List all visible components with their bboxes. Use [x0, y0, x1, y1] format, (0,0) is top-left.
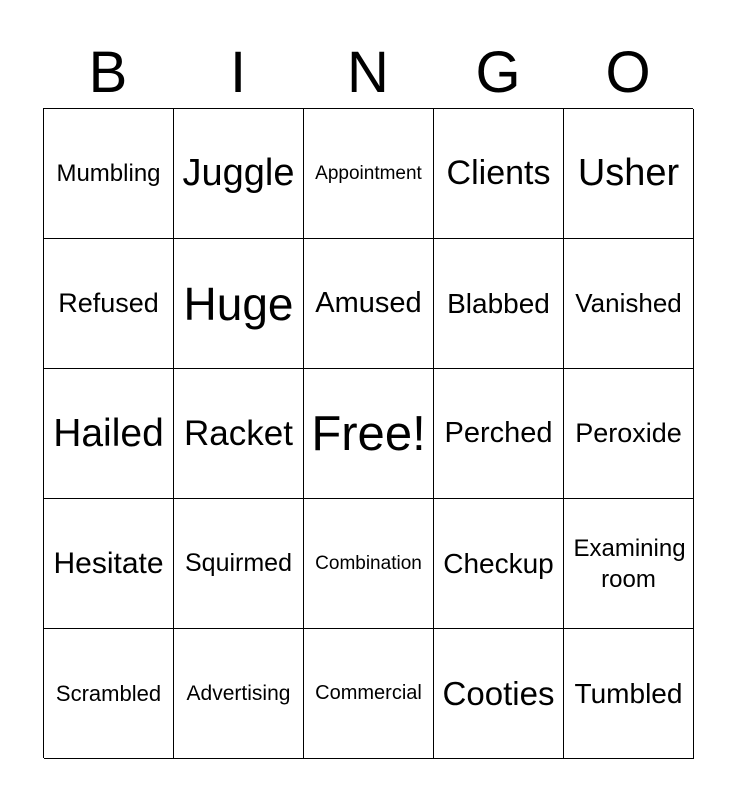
bingo-cell[interactable]	[434, 629, 564, 759]
cell-label: Vanished	[575, 288, 682, 318]
cell-label: Usher	[577, 152, 680, 194]
bingo-cell[interactable]	[174, 239, 304, 369]
cell-label: Squirmed	[185, 549, 292, 577]
bingo-cell[interactable]	[174, 629, 304, 759]
bingo-cell[interactable]	[304, 109, 434, 239]
cell-label: Cooties	[442, 674, 555, 712]
cell-label: Commercial	[315, 682, 422, 704]
cell-label: Clients	[446, 154, 551, 192]
cell-label: Perched	[444, 417, 553, 449]
bingo-cell[interactable]	[174, 499, 304, 629]
cell-label: Hesitate	[53, 546, 164, 580]
cell-label: Juggle	[182, 152, 295, 194]
bingo-cell[interactable]	[564, 499, 694, 629]
cell-label: Peroxide	[575, 418, 682, 448]
bingo-cell[interactable]	[564, 109, 694, 239]
bingo-cell[interactable]	[434, 369, 564, 499]
bingo-cell[interactable]	[44, 499, 174, 629]
cell-label: Amused	[315, 287, 422, 319]
header-letter-g: G	[475, 40, 521, 105]
free-space-cell[interactable]	[304, 369, 434, 499]
header-letter-b: B	[88, 40, 128, 105]
bingo-header	[43, 38, 693, 108]
bingo-cell[interactable]	[304, 629, 434, 759]
cell-label: Advertising	[186, 681, 291, 705]
cell-label: Combination	[315, 552, 422, 574]
header-letter-n: N	[347, 40, 389, 105]
cell-label: Tumbled	[574, 677, 683, 709]
bingo-cell[interactable]	[434, 499, 564, 629]
cell-label: Refused	[58, 288, 159, 318]
cell-label: Mumbling	[56, 159, 161, 187]
bingo-cell[interactable]	[304, 499, 434, 629]
cell-label: Examining room	[573, 534, 686, 593]
bingo-cell[interactable]	[434, 109, 564, 239]
bingo-cell[interactable]	[44, 109, 174, 239]
bingo-cell[interactable]	[564, 369, 694, 499]
cell-label: Appointment	[315, 162, 422, 184]
bingo-cell[interactable]	[174, 109, 304, 239]
header-letter-o: O	[605, 40, 651, 105]
cell-label: Scrambled	[55, 680, 162, 706]
cell-label: Checkup	[443, 547, 554, 579]
bingo-cell[interactable]	[304, 239, 434, 369]
bingo-cell[interactable]	[564, 629, 694, 759]
cell-label: Blabbed	[447, 287, 550, 319]
cell-label: Hailed	[53, 411, 164, 455]
bingo-cell[interactable]	[44, 369, 174, 499]
cell-label: Huge	[183, 277, 294, 330]
bingo-cell[interactable]	[44, 629, 174, 759]
bingo-cell[interactable]	[434, 239, 564, 369]
bingo-board	[43, 108, 693, 758]
bingo-cell[interactable]	[174, 369, 304, 499]
cell-label: Racket	[184, 413, 293, 453]
header-letter-i: I	[229, 40, 247, 105]
bingo-cell[interactable]	[564, 239, 694, 369]
free-space-label: Free!	[311, 406, 426, 461]
bingo-cell[interactable]	[44, 239, 174, 369]
